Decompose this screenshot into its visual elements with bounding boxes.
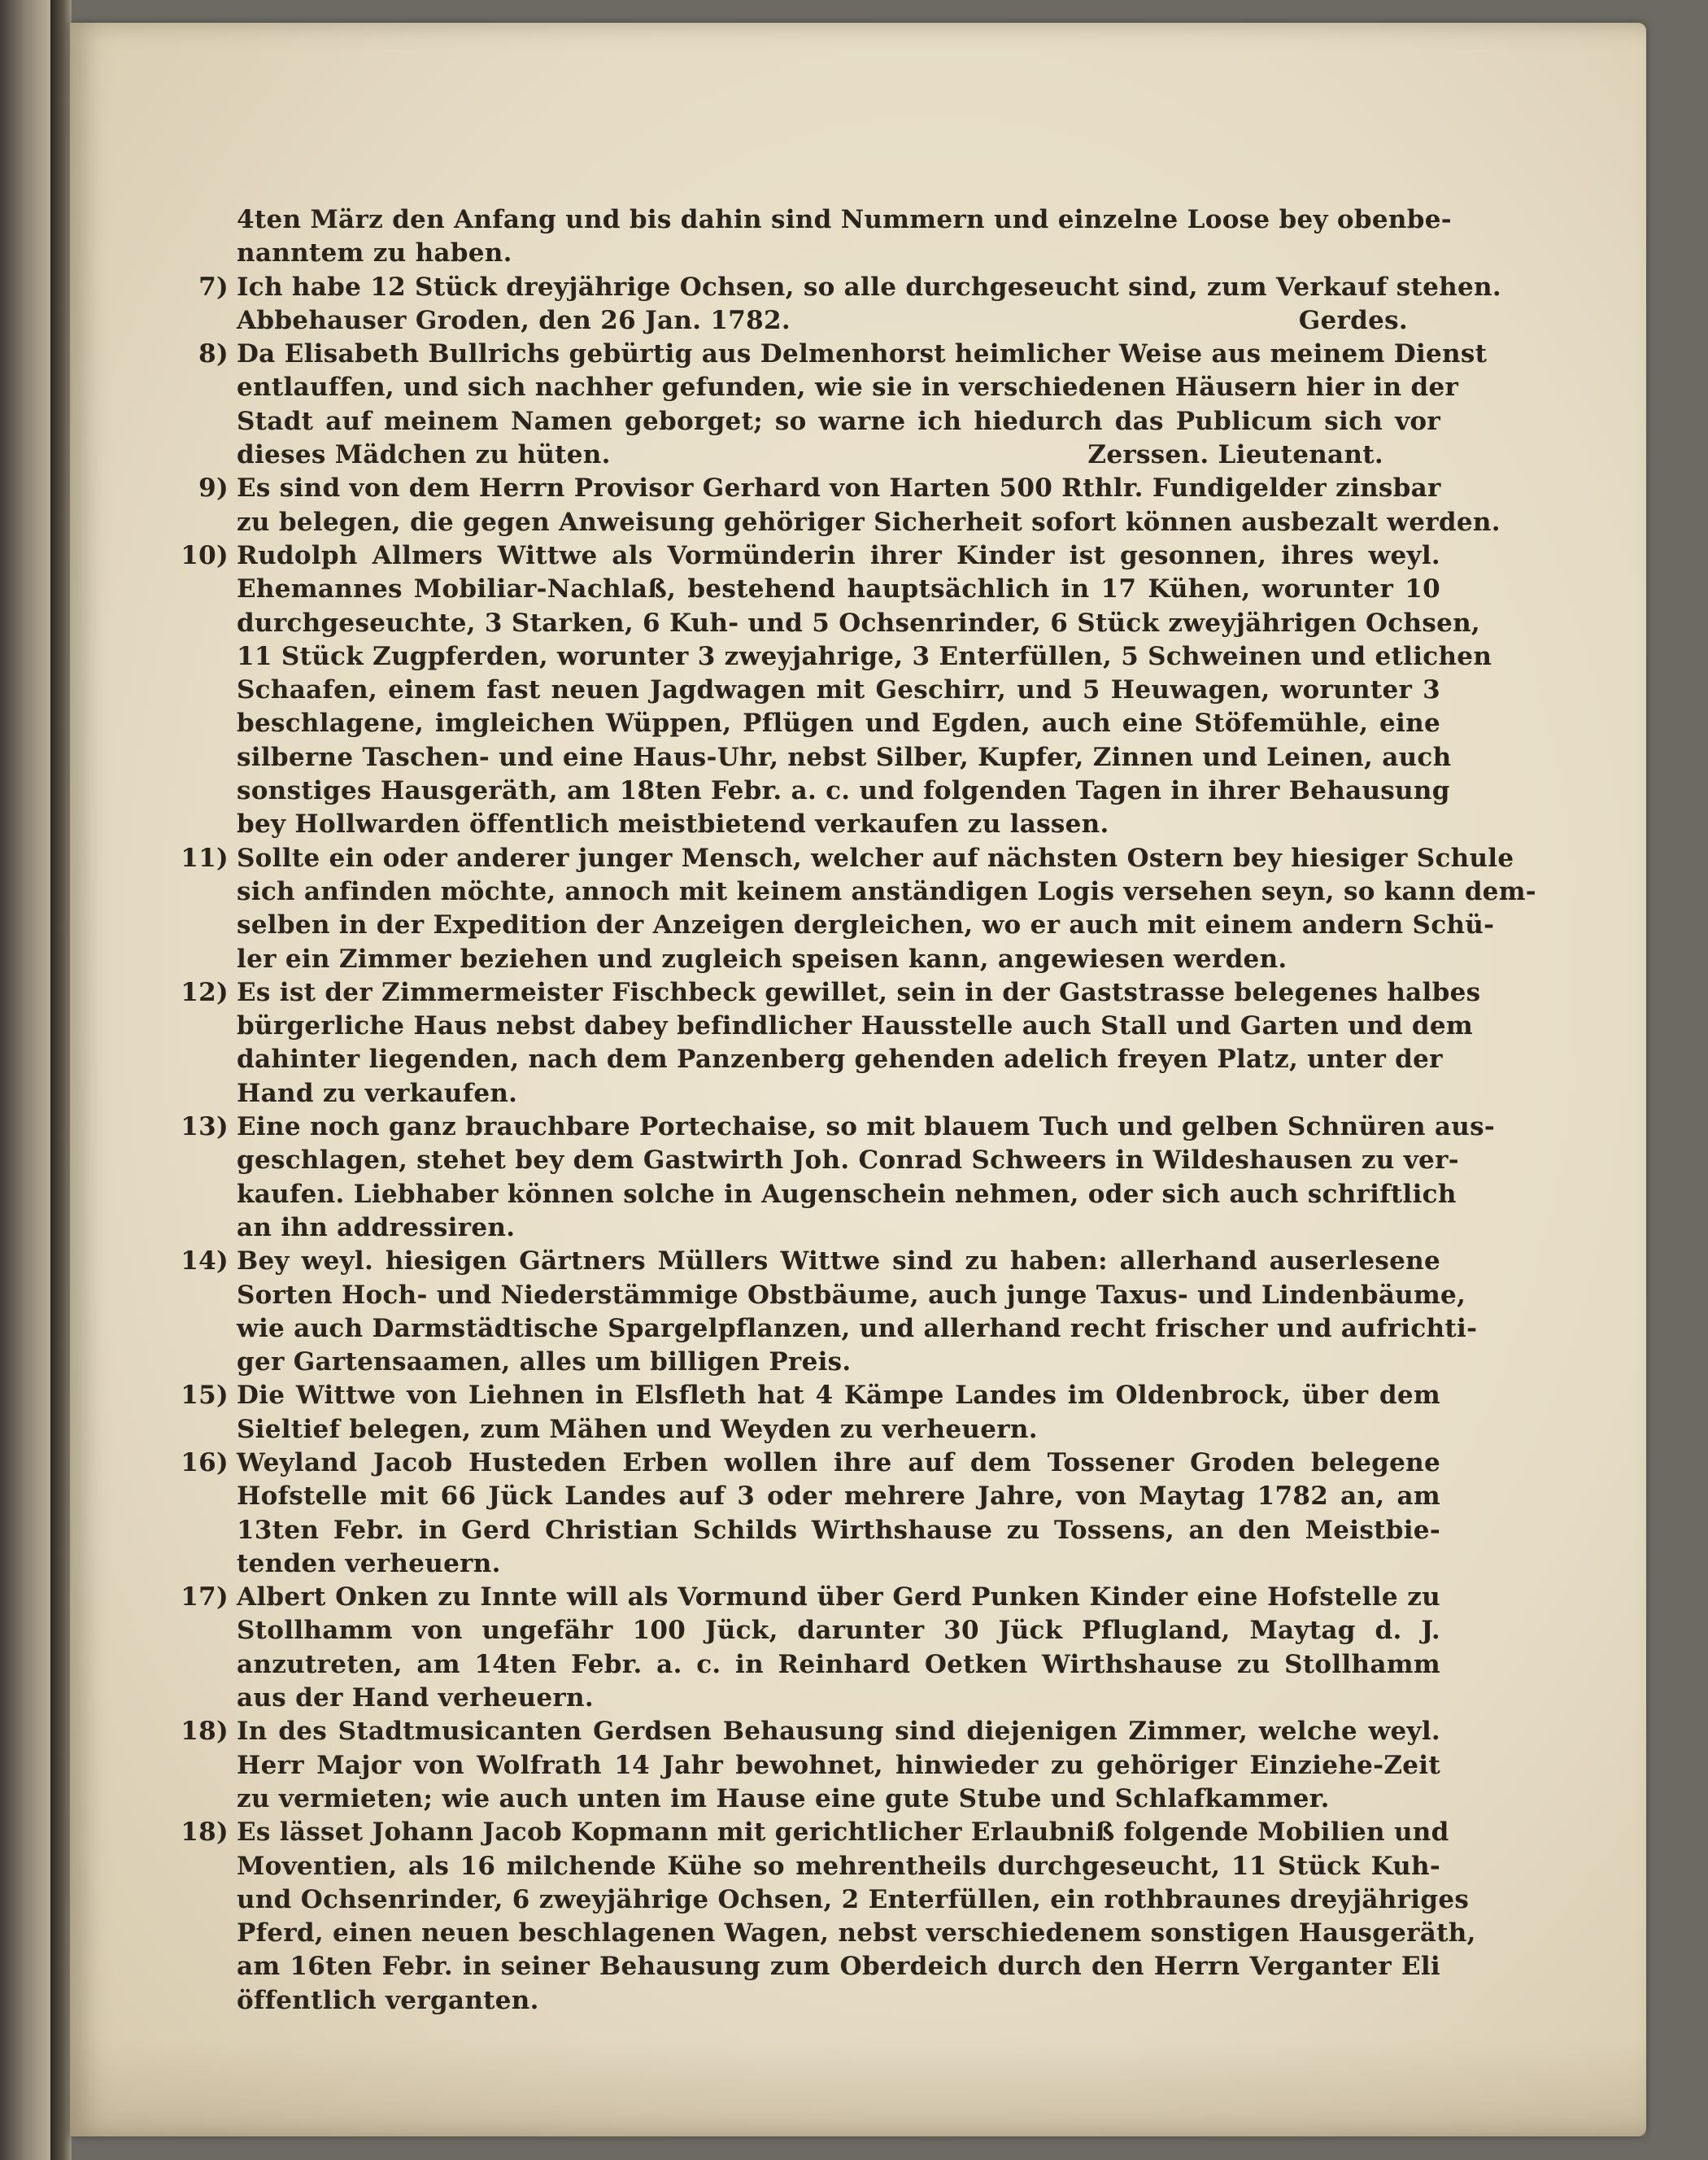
text-line: Hofstelle mit 66 Jück Landes auf 3 oder mehrere Jahre, von Maytag 1782 an, am	[237, 1481, 1440, 1512]
book-gutter	[50, 0, 72, 2160]
text-span: Die Wittwe von Liehnen in Elsfleth hat 4 Kämpe Landes im Oldenbrock, über dem	[237, 1381, 1440, 1411]
text-line: sonstiges Hausgeräth, am 18ten Febr. a. c. und folgenden Tagen in ihrer Behausung	[237, 776, 1450, 806]
text-line	[181, 1447, 1440, 1480]
text-line	[181, 842, 1514, 875]
text-line: durchgeseuchte, 3 Starken, 6 Kuh- und 5 Ochsenrinder, 6 Stück zweyjährigen Ochsen,	[237, 608, 1481, 638]
text-line: bürgerliche Haus nebst dabey befindlicher Hausstelle auch Stall und Garten und dem	[237, 1011, 1473, 1041]
text-line: an ihn addressiren.	[237, 1212, 516, 1242]
text-span: Es ist der Zimmermeister Fischbeck gewillet, sein in der Gaststrasse belegenes halbes	[237, 977, 1481, 1007]
text-span: Es sind von dem Herrn Provisor Gerhard von Harten 500 Rthlr. Fundigelder zinsbar	[237, 473, 1441, 504]
text-line: 4ten März den Anfang und bis dahin sind Nummern und einzelne Loose bey obenbe-	[237, 205, 1452, 234]
text-span: Ich habe 12 Stück dreyjährige Ochsen, so alle durchgeseucht sind, zum Verkauf stehen.	[237, 272, 1501, 302]
text-line: Pferd, einen neuen beschlagenen Wagen, nebst verschiedenem sonstigen Hausgeräth,	[237, 1918, 1476, 1948]
text-span: Bey weyl. hiesigen Gärtners Müllers Wittwe sind zu haben: allerhand auserlesene	[237, 1246, 1440, 1276]
text-line: ger Gartensaamen, alles um billigen Preis.	[237, 1347, 852, 1377]
text-line: Herr Major von Wolfrath 14 Jahr bewohnet, hinwieder zu gehöriger Einziehe-Zeit	[237, 1750, 1440, 1780]
text-line: sich anfinden möchte, annoch mit keinem anständigen Logis versehen seyn, so kann dem-	[237, 876, 1536, 906]
entry-number: 7)	[198, 272, 229, 302]
place-date: Abbehauser Groden, den 26 Jan. 1782.	[237, 305, 791, 335]
entry-number: 17)	[181, 1582, 229, 1612]
text-span: In des Stadtmusicanten Gerdsen Behausung sind diejenigen Zimmer, welche weyl.	[237, 1717, 1440, 1747]
entry-11	[181, 842, 1536, 976]
entry-7	[198, 271, 1501, 338]
text-line	[181, 1581, 1440, 1614]
text-line	[198, 271, 1501, 304]
entry-number: 16)	[181, 1447, 229, 1477]
facing-page-edge	[0, 0, 57, 2160]
signature-row	[237, 304, 1440, 338]
text-line: Stadt auf meinem Namen geborget; so warne ich hiedurch das Publicum sich vor	[237, 406, 1440, 436]
text-line	[181, 1715, 1440, 1748]
text-line: Moventien, als 16 milchende Kühe so mehrentheils durchgeseucht, 11 Stück Kuh-	[237, 1851, 1440, 1881]
text-line: silberne Taschen- und eine Haus-Uhr, nebst Silber, Kupfer, Zinnen und Leinen, auch	[237, 742, 1452, 772]
text-line: Hand zu verkaufen.	[237, 1078, 518, 1108]
text-span: Albert Onken zu Innte will als Vormund über Gerd Punken Kinder eine Hofstelle zu	[237, 1582, 1440, 1612]
text-line: ler ein Zimmer beziehen und zugleich speisen kann, angewiesen werden.	[237, 944, 1288, 974]
text-span: Rudolph Allmers Wittwe als Vormünderin ihrer Kinder ist gesonnen, ihres weyl.	[237, 540, 1440, 570]
entry-number: 14)	[181, 1246, 229, 1276]
signature-row	[237, 439, 1440, 472]
text-line: selben in der Expedition der Anzeigen dergleichen, wo er auch mit einem andern Schü-	[237, 910, 1495, 940]
entry-number: 11)	[181, 843, 229, 873]
text-line: tenden verheuern.	[237, 1548, 501, 1578]
page-text	[181, 203, 1536, 2018]
entry-number: 9)	[198, 473, 229, 504]
text-line: und Ochsenrinder, 6 zweyjährige Ochsen, 2 Enterfüllen, ein rothbraunes dreyjähriges	[237, 1884, 1470, 1914]
text-line: anzutreten, am 14ten Febr. a. c. in Reinhard Oetken Wirthshause zu Stollhamm	[237, 1649, 1440, 1679]
text-line: nanntem zu haben.	[237, 238, 512, 268]
entry-9	[198, 472, 1501, 539]
text-span: Eine noch ganz brauchbare Portechaise, so mit blauem Tuch und gelben Schnüren aus-	[237, 1112, 1496, 1142]
text-line: öffentlich verganten.	[237, 1985, 539, 2015]
text-line	[198, 338, 1488, 371]
text-span: dieses Mädchen zu hüten.	[237, 440, 611, 470]
entry-18a	[181, 1715, 1440, 1816]
text-span: Es lässet Johann Jacob Kopmann mit gerichtlicher Erlaubniß folgende Mobilien und	[237, 1817, 1449, 1848]
entry-17	[181, 1581, 1440, 1715]
text-line: aus der Hand verheuern.	[237, 1683, 594, 1713]
entry-number: 8)	[198, 339, 229, 369]
signature: Gerdes.	[1298, 305, 1408, 335]
text-line	[181, 1379, 1440, 1412]
text-span: Da Elisabeth Bullrichs gebürtig aus Delmenhorst heimlicher Weise aus meinem Dienst	[237, 339, 1488, 369]
text-line	[181, 1245, 1440, 1278]
text-line	[198, 472, 1441, 505]
entry-continuation	[237, 203, 1452, 271]
entry-8	[198, 338, 1488, 472]
text-line: bey Hollwarden öffentlich meistbietend verkaufen zu lassen.	[237, 809, 1109, 840]
text-line: dahinter liegenden, nach dem Panzenberg gehenden adelich freyen Platz, unter der	[237, 1045, 1443, 1075]
entry-number: 18)	[181, 1717, 229, 1747]
text-line: Schaafen, einem fast neuen Jagdwagen mit Geschirr, und 5 Heuwagen, worunter 3	[237, 675, 1440, 705]
text-line	[181, 539, 1440, 573]
text-line: Ehemannes Mobiliar-Nachlaß, bestehend hauptsächlich in 17 Kühen, worunter 10	[237, 574, 1440, 604]
text-span: Sollte ein oder anderer junger Mensch, welcher auf nächsten Ostern bey hiesiger Schule	[237, 843, 1514, 873]
text-line: zu belegen, die gegen Anweisung gehöriger Sicherheit sofort können ausbezalt werden.	[237, 507, 1501, 537]
text-line	[181, 1111, 1496, 1144]
text-line: beschlagene, imgleichen Wüppen, Pflügen und Egden, auch eine Stöfemühle, eine	[237, 709, 1440, 739]
entry-number: 13)	[181, 1112, 229, 1142]
text-span: Weyland Jacob Husteden Erben wollen ihre auf dem Tossener Groden belegene	[237, 1447, 1440, 1477]
text-line: 11 Stück Zugpferden, worunter 3 zweyjahrige, 3 Enterfüllen, 5 Schweinen und etlichen	[237, 641, 1492, 671]
text-line	[181, 1816, 1449, 1849]
entry-18b	[181, 1816, 1476, 2018]
entry-13	[181, 1111, 1496, 1245]
text-line: 13ten Febr. in Gerd Christian Schilds Wirthshause zu Tossens, an den Meistbie-	[237, 1515, 1440, 1545]
entry-number: 12)	[181, 977, 229, 1007]
text-line: wie auch Darmstädtische Spargelpflanzen, und allerhand recht frischer und aufrichti-	[237, 1313, 1478, 1343]
text-line: kaufen. Liebhaber können solche in Augenschein nehmen, oder sich auch schriftlich	[237, 1179, 1457, 1209]
entry-10	[181, 539, 1492, 842]
text-line: geschlagen, stehet bey dem Gastwirth Joh. Conrad Schweers in Wildeshausen zu ver-	[237, 1145, 1459, 1176]
text-line	[181, 976, 1481, 1010]
entry-12	[181, 976, 1481, 1111]
text-line: Sieltief belegen, zum Mähen und Weyden zu verheuern.	[237, 1414, 1038, 1444]
entry-number: 18)	[181, 1817, 229, 1848]
entry-number: 10)	[181, 540, 229, 570]
entry-15	[181, 1379, 1440, 1447]
entry-14	[181, 1245, 1478, 1379]
text-line: am 16ten Febr. in seiner Behausung zum Oberdeich durch den Herrn Verganter Eli	[237, 1952, 1440, 1982]
text-line: entlauffen, und sich nachher gefunden, wie sie in verschiedenen Häusern hier in der	[237, 373, 1459, 403]
entry-number: 15)	[181, 1381, 229, 1411]
entry-16	[181, 1447, 1440, 1581]
text-line: zu vermieten; wie auch unten im Hause eine gute Stube und Schlafkammer.	[237, 1783, 1330, 1813]
signature: Zerssen. Lieutenant.	[1087, 440, 1383, 470]
text-line: Sorten Hoch- und Niederstämmige Obstbäume, auch junge Taxus- und Lindenbäume,	[237, 1280, 1466, 1310]
document-page	[70, 23, 1646, 2136]
text-line: Stollhamm von ungefähr 100 Jück, darunter 30 Jück Pflugland, Maytag d. J.	[237, 1616, 1440, 1646]
